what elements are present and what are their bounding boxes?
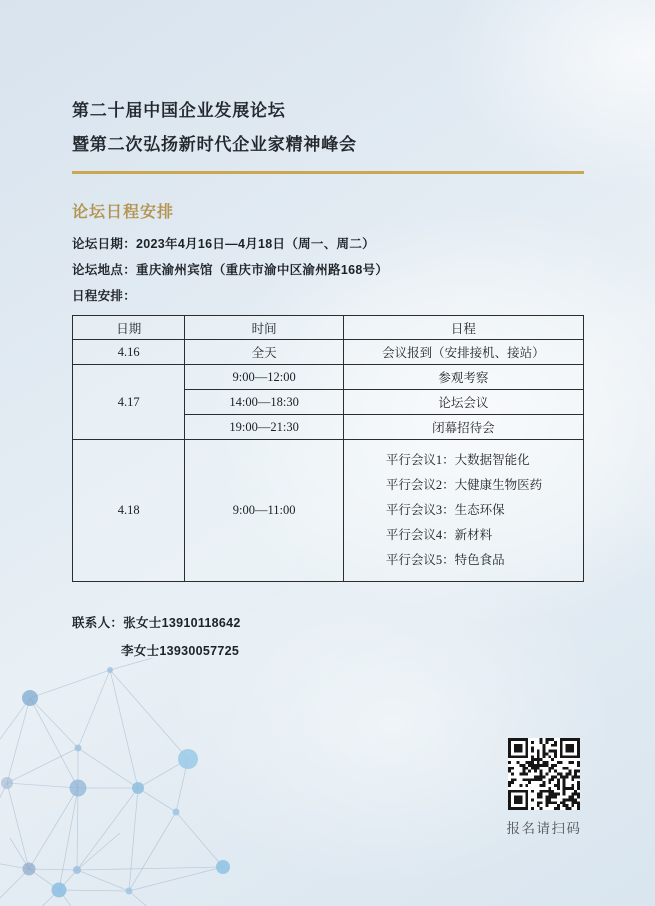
title-line-2: 暨第二次弘扬新时代企业家精神峰会 xyxy=(72,135,357,154)
day1-time: 全天 xyxy=(185,340,343,365)
day2-s3-program: 闭幕招待会 xyxy=(343,415,583,440)
qr-code xyxy=(508,738,580,810)
network-decoration-graphic xyxy=(0,658,252,906)
section-heading: 论坛日程安排 xyxy=(72,204,175,221)
day1-program: 会议报到（安排接机、接站） xyxy=(343,340,583,365)
forum-date-label: 论坛日期： xyxy=(72,237,137,251)
parallel-session-2: 平行会议2：大健康生物医药 xyxy=(385,478,543,492)
day3-date: 4.18 xyxy=(73,440,185,582)
header-time: 时间 xyxy=(185,316,343,340)
qr-caption: 报名请扫码 xyxy=(506,821,582,836)
parallel-session-3: 平行会议3：生态环保 xyxy=(385,503,505,517)
day2-date: 4.17 xyxy=(73,365,185,440)
table-row-day3 xyxy=(73,440,584,582)
parallel-session-4: 平行会议4：新材料 xyxy=(385,528,493,542)
contact-info xyxy=(72,609,584,665)
table-row-day1 xyxy=(73,340,584,365)
contact-name-1: 张女士13910118642 xyxy=(123,616,241,630)
schedule-label-line: 日程安排： xyxy=(72,289,137,303)
forum-info xyxy=(72,231,584,309)
schedule-table xyxy=(72,315,584,582)
contact-line-1 xyxy=(72,609,584,637)
forum-venue-line xyxy=(72,257,584,283)
day3-time: 9:00—11:00 xyxy=(185,440,343,582)
day2-s3-time: 19:00—21:30 xyxy=(185,415,343,440)
contact-line-2: 李女士13930057725 xyxy=(121,644,240,658)
header-program: 日程 xyxy=(343,316,583,340)
day2-s2-program: 论坛会议 xyxy=(343,390,583,415)
table-header-row xyxy=(73,316,584,340)
day2-s2-time: 14:00—18:30 xyxy=(185,390,343,415)
contact-label: 联系人： xyxy=(72,616,124,630)
day1-date: 4.16 xyxy=(73,340,185,365)
registration-qr-block xyxy=(499,738,589,837)
parallel-session-1: 平行会议1：大数据智能化 xyxy=(385,453,530,467)
parallel-session-5: 平行会议5：特色食品 xyxy=(385,553,505,567)
day3-programs xyxy=(343,440,583,582)
forum-venue-value: 重庆渝州宾馆（重庆市渝中区渝州路168号） xyxy=(136,263,389,277)
forum-date-line xyxy=(72,231,584,257)
header-date: 日期 xyxy=(73,316,185,340)
title-line-1: 第二十届中国企业发展论坛 xyxy=(72,101,286,120)
gold-divider-rule xyxy=(72,171,584,174)
forum-venue-label: 论坛地点： xyxy=(72,263,137,277)
day2-s1-time: 9:00—12:00 xyxy=(185,365,343,390)
page-title xyxy=(72,0,584,162)
forum-date-value: 2023年4月16日—4月18日（周一、周二） xyxy=(136,237,375,251)
document-content xyxy=(72,0,584,665)
table-row-day2-s1 xyxy=(73,365,584,390)
day2-s1-program: 参观考察 xyxy=(343,365,583,390)
